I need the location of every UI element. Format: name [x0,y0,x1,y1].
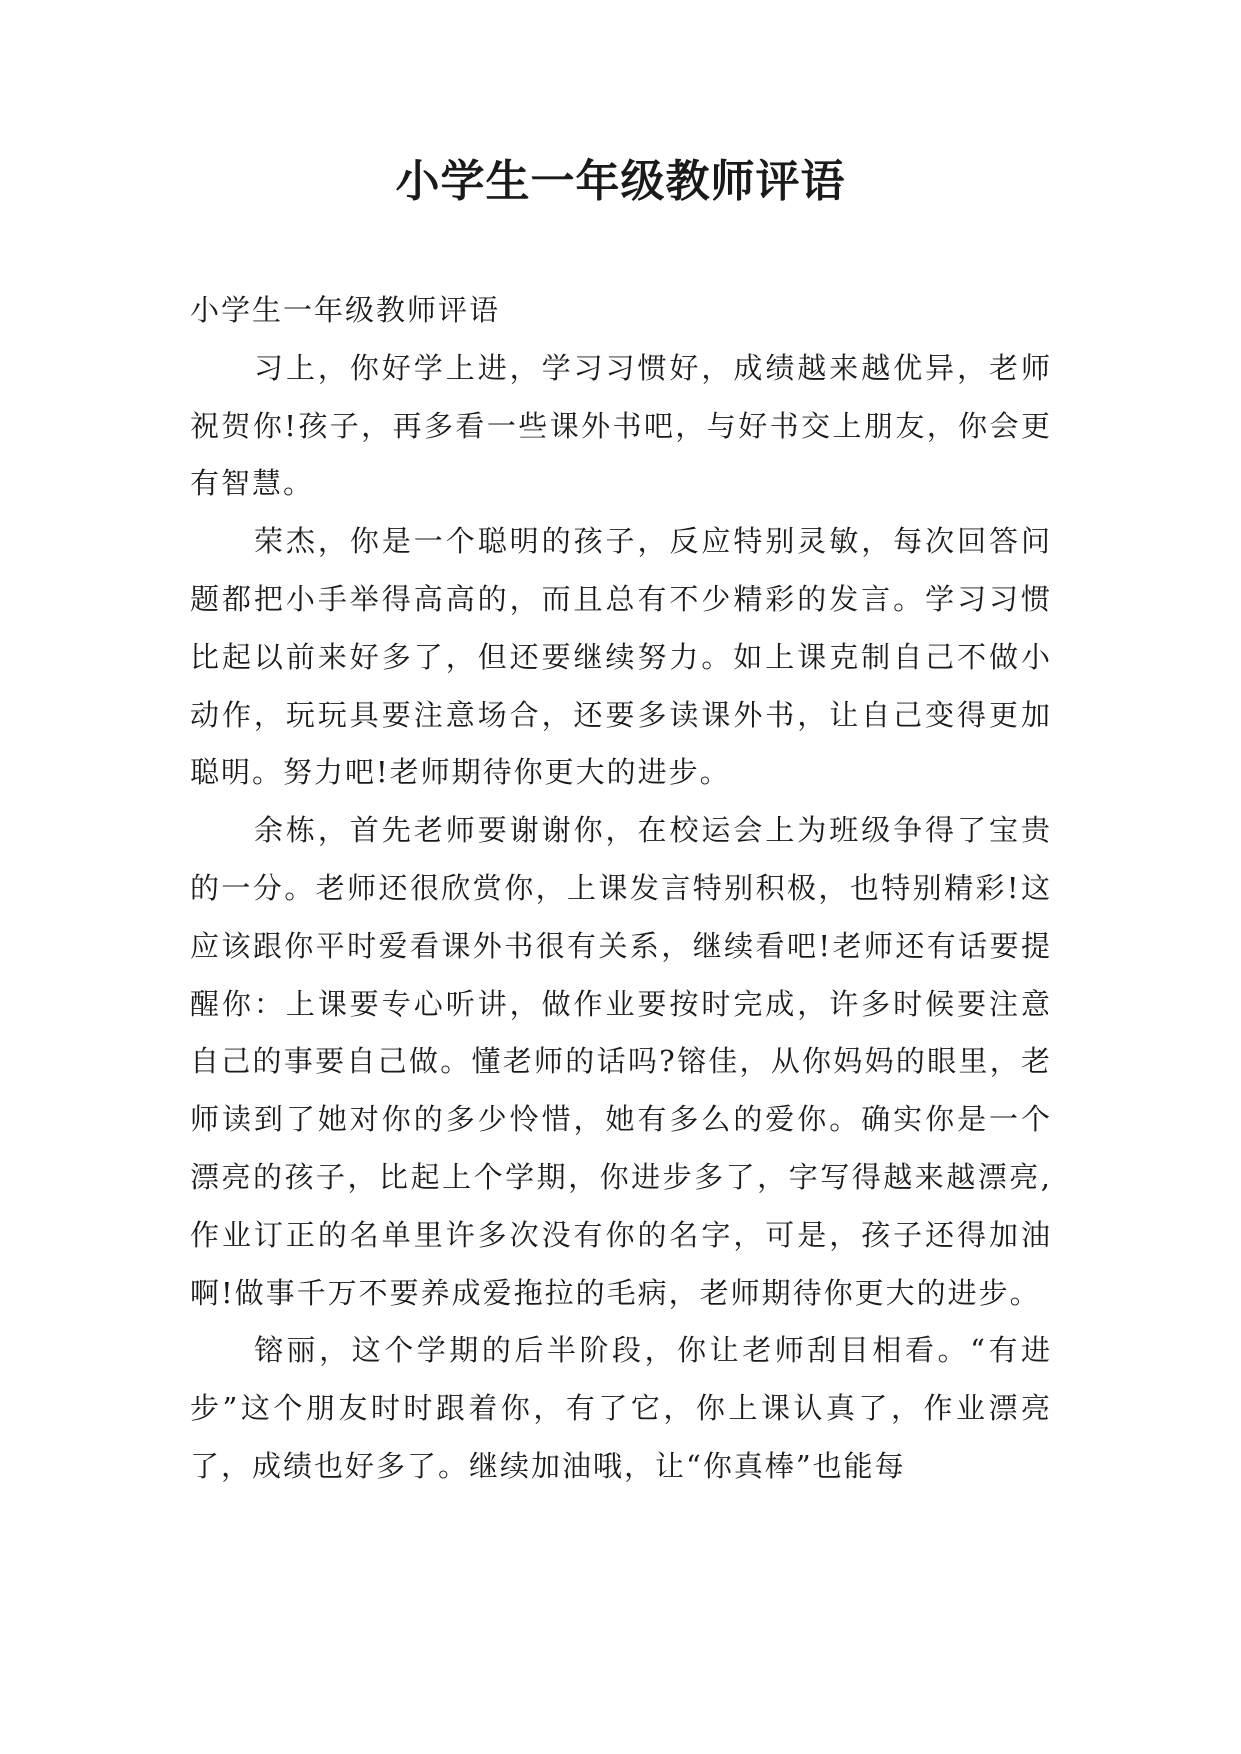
document-title: 小学生一年级教师评语 [395,156,846,207]
paragraph-rongli: 镕丽，这个学期的后半阶段，你让老师刮目相看。“有进步”这个朋友时时跟着你，有了它，你上课认真了，作业漂亮了，成绩也好多了。继续加油哦，让“你真棒”也能每 [190,1333,1052,1483]
document-subtitle: 小学生一年级教师评语 [190,293,501,327]
paragraph-xishang: 习上，你好学上进，学习习惯好，成绩越来越优异，老师祝贺你!孩子，再多看一些课外书吧，与好书交上朋友，你会更有智慧。 [190,350,1052,501]
document-body [190,282,1052,1496]
paragraph-yudong: 余栋，首先老师要谢谢你，在校运会上为班级争得了宝贵的一分。老师还很欣赏你，上课发言特别积极，也特别精彩!这应该跟你平时爱看课外书很有关系，继续看吧!老师还有话要提醒你：上课要专心听讲，做作业要按时完成，许多时候要注意自己的事要自己做。懂老师的话吗?镕佳，从你妈妈的眼里，老师读到了她对你的多少怜惜，她有多么的爱你。确实你是一个漂亮的孩子，比起上个学期，你进步多了，字写得越来越漂亮,作业订正的名单里许多次没有你的名字，可是，孩子还得加油啊!做事千万不要养成爱拖拉的毛病，老师期待你更大的进步。 [190,813,1052,1310]
paragraph-rongjie: 荣杰，你是一个聪明的孩子，反应特别灵敏，每次回答问题都把小手举得高高的，而且总有不少精彩的发言。学习习惯比起以前来好多了，但还要继续努力。如上课克制自己不做小动作，玩玩具要注意场合，还要多读课外书，让自己变得更加聪明。努力吧!老师期待你更大的进步。 [190,524,1052,790]
